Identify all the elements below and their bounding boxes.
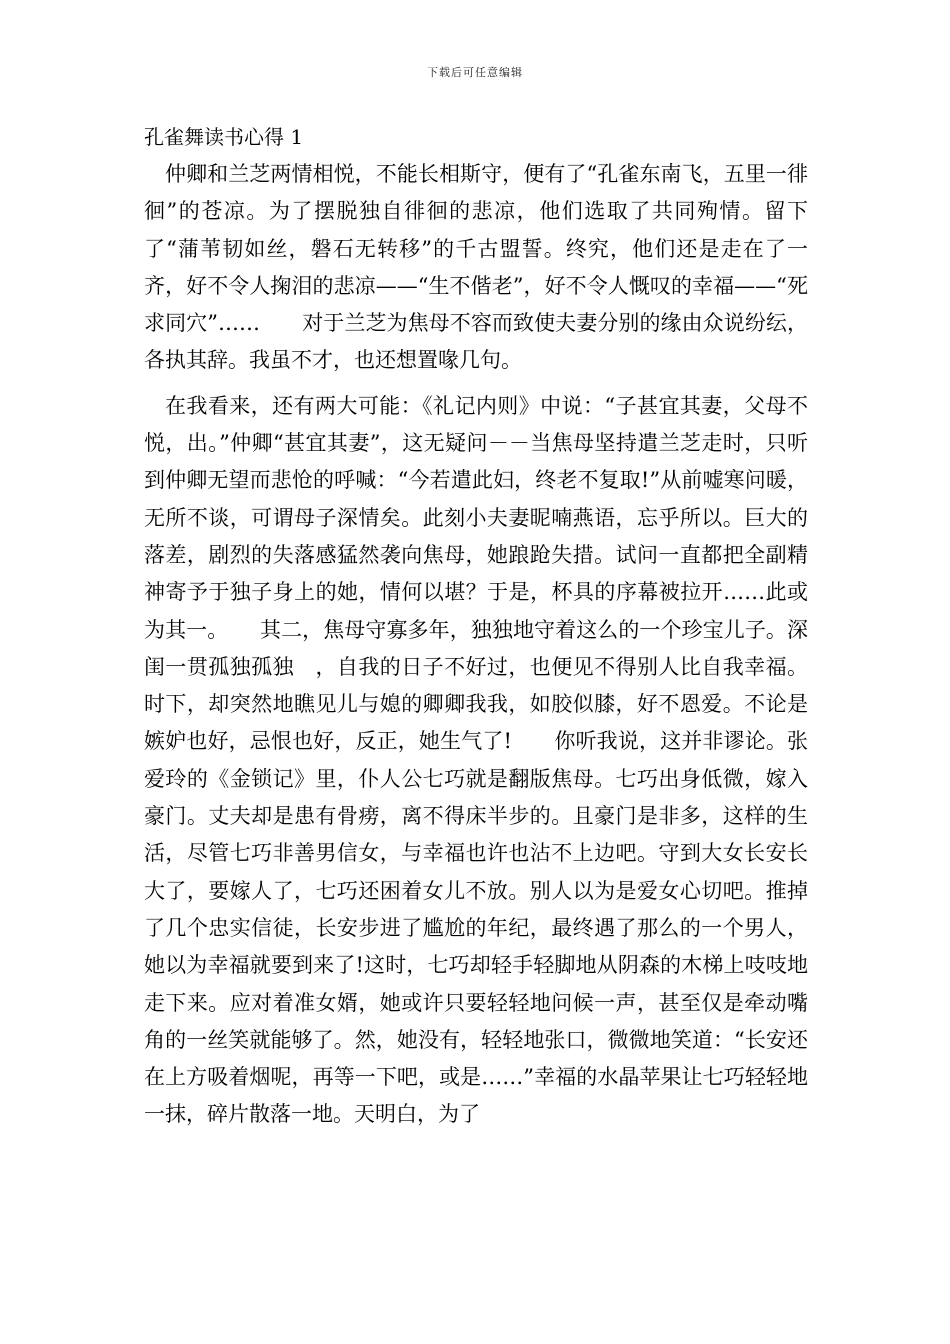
document-body (144, 156, 808, 1142)
paragraph-2: 在我看来，还有两大可能：《礼记内则》中说：“子甚宜其妻，父母不悦，出。”仲卿“甚宜其妻”，这无疑问－－当焦母坚持遣兰芝走时，只听到仲卿无望而悲怆的呼喊：“今若遣此妇，终老不复取!”从前嘘寒问暖，无所不谈，可谓母子深情矣。此刻小夫妻昵喃燕语，忘乎所以。巨大的落差，剧烈的失落感猛然袭向焦母，她踉跄失措。试问一直都把全副精神寄予于独子身上的她，情何以堪？于是，杯具的序幕被拉开……此或为其一。 其二，焦母守寡多年，独独地守着这么的一个珍宝儿子。深闺一贯孤独孤独 ，自我的日子不好过，也便见不得别人比自我幸福。时下，却突然地瞧见儿与媳的卿卿我我，如胶似膝，好不恩爱。不论是嫉妒也好，忌恨也好，反正，她生气了! 你听我说，这并非谬论。张爱玲的《金锁记》里，仆人公七巧就是翻版焦母。七巧出身低微，嫁入豪门。丈夫却是患有骨痨，离不得床半步的。且豪门是非多，这样的生活，尽管七巧非善男信女，与幸福也许也沾不上边吧。守到大女长安长大了，要嫁人了，七巧还困着女儿不放。别人以为是爱女心切吧。推掉了几个忠实信徒，长安步进了尴尬的年纪，最终遇了那么的一个男人，她以为幸福就要到来了!这时，七巧却轻手轻脚地从阴森的木梯上吱吱地走下来。应对着准女婿，她或许只要轻轻地问候一声，甚至仅是牵动嘴角的一丝笑就能够了。然，她没有，轻轻地张口，微微地笑道：“长安还在上方吸着烟呢，再等一下吧，或是……”幸福的水晶苹果让七巧轻轻地一抹，碎片散落一地。天明白，为了 (144, 393, 808, 1127)
document-title: 孔雀舞读书心得 1 (144, 125, 304, 149)
paragraph-1: 仲卿和兰芝两情相悦，不能长相斯守，便有了“孔雀东南飞，五里一徘徊”的苍凉。为了摆脱独自徘徊的悲凉，他们选取了共同殉情。留下了“蒲苇韧如丝，磐石无转移”的千古盟誓。终究，他们还是走在了一齐，好不令人掬泪的悲凉——“生不偕老”，好不令人慨叹的幸福——“死求同穴”…… 对于兰芝为焦母不容而致使夫妻分别的缘由众说纷纭，各执其辞。我虽不才，也还想置喙几句。 (144, 162, 808, 373)
page-header-note: 下载后可任意编辑 (427, 66, 523, 79)
